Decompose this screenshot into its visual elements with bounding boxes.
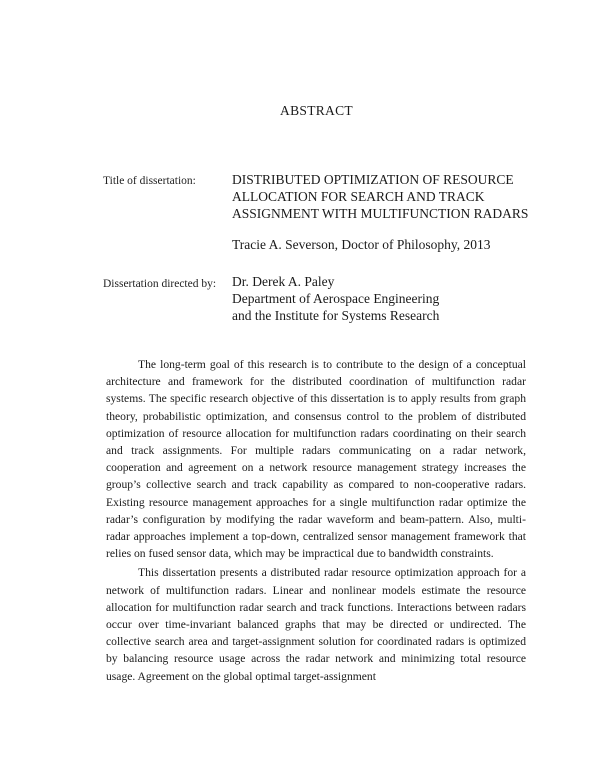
abstract-paragraph: This dissertation presents a distributed radar resource optimization approach for a network of multifunction radars. Linear and nonlinear models estimate the resource allocation for multifunction radar search and track functions. Interactions between radars occur over time-invariant balanced graphs that may be directed or undirected. The collective search area and target-assignment solution for coordinated radars is optimized by balancing resource usage across the radar network and minimizing total resource usage. Agreement on the global optimal target-assignment (106, 566, 526, 683)
title-line: ALLOCATION FOR SEARCH AND TRACK (232, 189, 485, 204)
title-label: Title of dissertation: (103, 175, 196, 187)
abstract-heading: ABSTRACT (280, 103, 353, 118)
abstract-body (106, 356, 526, 685)
advisor-info (232, 273, 439, 324)
advisor-name: Dr. Derek A. Paley (232, 274, 335, 289)
advisor-label: Dissertation directed by: (103, 278, 217, 290)
title-line: DISTRIBUTED OPTIMIZATION OF RESOURCE (232, 172, 514, 187)
abstract-paragraph: The long-term goal of this research is to contribute to the design of a conceptual architecture and framework for the distributed coordination of multifunction radar systems. The specific research objective of this dissertation is to apply results from graph theory, probabilistic optimization, and consensus control to the problem of distributed optimization of resource allocation for multifunction radars coordinating on their search and track assignments. For multiple radars communicating on a radar network, cooperation and agreement on a network resource management strategy increases the group’s collective search and track capability as compared to non-cooperative radars. Existing resource management approaches for a single multifunction radar optimize the radar’s configuration by modifying the radar waveform and beam-pattern. Also, multi-radar approaches implement a top-down, centralized sensor management framework that relies on fused sensor data, which may be impractical due to bandwidth constraints. (106, 358, 526, 561)
title-line: ASSIGNMENT WITH MULTIFUNCTION RADARS (232, 206, 529, 221)
author-line: Tracie A. Severson, Doctor of Philosophy, 2013 (232, 237, 491, 252)
advisor-institute: and the Institute for Systems Research (232, 308, 440, 323)
dissertation-title (232, 171, 528, 222)
advisor-department: Department of Aerospace Engineering (232, 291, 440, 306)
